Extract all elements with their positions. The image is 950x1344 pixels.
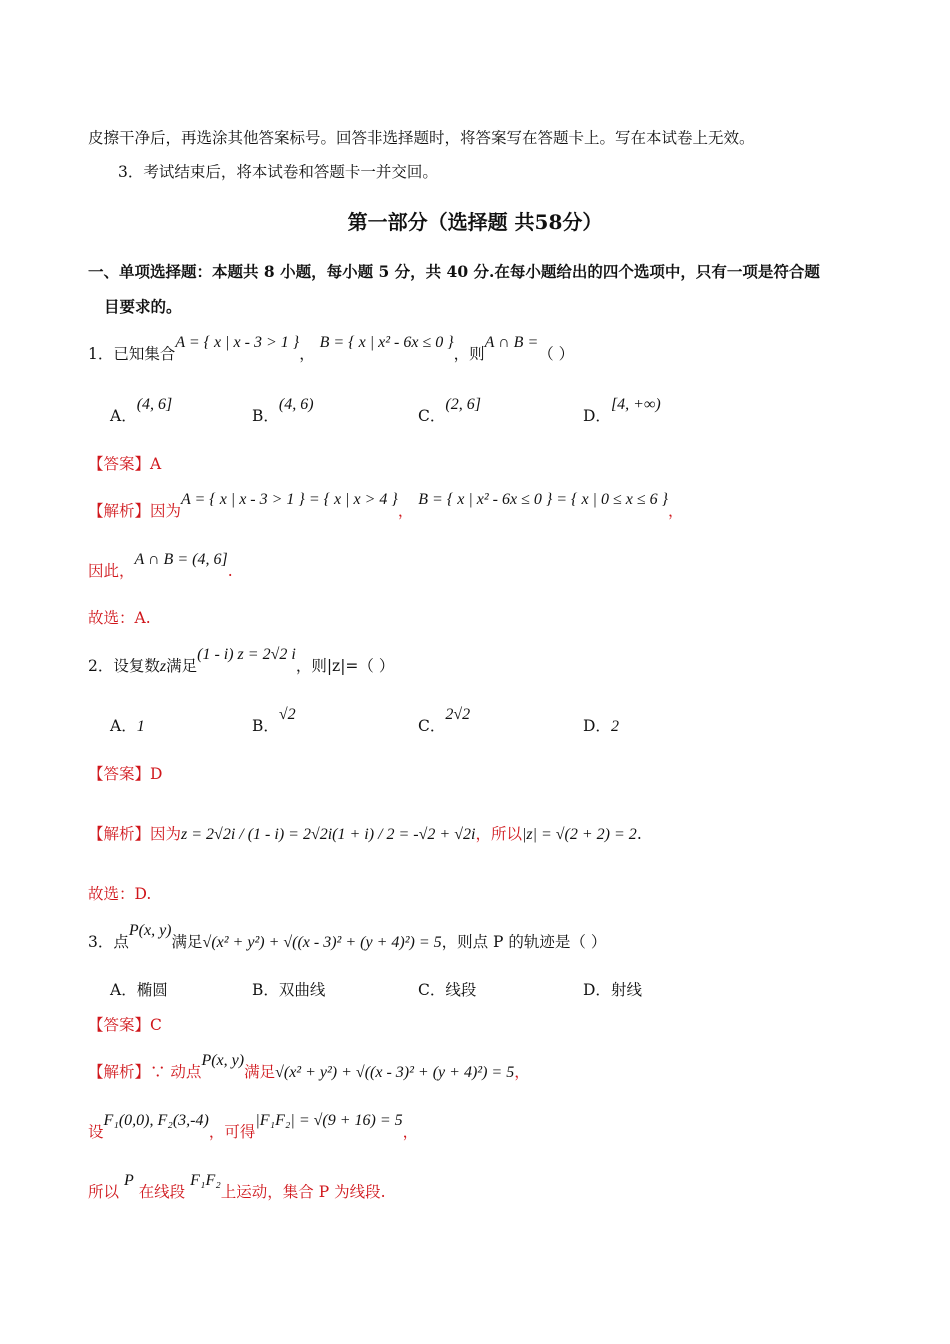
option-value: 2 [610,718,619,735]
q3-analysis-point: P(x, y) [201,1052,245,1069]
q3-suffix: ，则点 P 的轨迹是（ ） [441,933,607,951]
option-label: B． [252,407,279,425]
q1-expr: A ∩ B = [484,334,539,351]
q1-set-a: A = { x | x - 3 > 1 } [175,334,300,351]
q3-option-a [110,980,168,1000]
q3-set-line [88,1112,419,1143]
option-value: 1 [136,718,145,735]
q1-option-c [418,396,481,427]
q3-option-c [418,980,476,1000]
q2-condition: (1 - i) z = 2√2 i [197,646,296,663]
q3-stem [88,922,607,953]
section-title: 第一部分（选择题 共58分） [347,210,603,234]
option-value: √2 [278,706,296,723]
option-label: A． [110,407,137,425]
q3-so-end: 上运动，集合 P 为线段. [220,1183,386,1201]
q2-analysis-math-2: |z| = √(2 + 2) = 2 [521,826,637,843]
option-value: 线段 [445,981,477,999]
q1-analysis-sep: ， [397,502,414,520]
q3-analysis-condition: √(x² + y²) + √((x - 3)² + (y + 4)²) = 5 [275,1064,515,1081]
option-label: D． [583,717,611,735]
option-value: (2, 6] [445,396,481,413]
option-label: B． [252,717,279,735]
q3-point: P(x, y) [128,922,172,939]
q2-answer: 【答案】D [88,765,163,783]
option-value: 双曲线 [278,981,326,999]
q2-mid: 满足 [166,657,198,675]
q2-option-c [418,706,471,737]
option-label: A． [110,717,137,735]
q3-set-math-2: |F₁F₂| = √(9 + 16) = 5 [255,1112,403,1129]
q1-analysis-label: 【解析】因为 [88,502,182,520]
q2-analysis [88,824,642,845]
option-label: A． [110,981,137,999]
q2-analysis-label: 【解析】因为 [88,825,182,843]
q2-option-a [110,716,145,737]
q1-therefore-end: . [227,562,233,580]
q2-analysis-math: z = 2√2i / (1 - i) = 2√2i(1 + i) / 2 = -√2 + √2i [181,826,476,843]
option-value: 2√2 [445,706,471,723]
q1-sep: ， [299,345,315,363]
q1-suffix: ，则 [453,345,485,363]
q2-suffix: ，则|z|=（ ） [295,657,395,675]
q1-analysis-math-2: B = { x | x² - 6x ≤ 0 } = { x | 0 ≤ x ≤ 6 } [418,491,668,508]
part-one-instruction-1: 一、单项选择题：本题共 8 小题，每小题 5 分，共 40 分.在每小题给出的四个选项中，只有一项是符合题 [88,262,820,281]
q2-option-b [252,706,296,737]
q2-conclusion: 故选：D. [88,885,152,903]
q3-analysis-label: 【解析】∵ 动点 [88,1063,202,1081]
q1-therefore-label: 因此， [88,562,135,580]
option-label: D． [583,981,611,999]
option-label: C． [418,407,446,425]
intro-line-1: 皮擦干净后，再选涂其他答案标号。回答非选择题时，将答案写在答题卡上。写在本试卷上无效。 [88,129,755,147]
q3-set-label: 设 [88,1123,104,1141]
q3-set-end: ， [402,1123,419,1141]
option-label: C． [418,717,446,735]
q1-therefore-math: A ∩ B = (4, 6] [134,551,228,568]
q1-option-b [252,396,314,427]
q3-analysis-mid: 满足 [244,1063,276,1081]
q3-option-d [583,980,642,1000]
q2-analysis-end: . [636,825,642,843]
q2-prefix: 2．设复数 [88,657,160,675]
option-value: (4, 6] [136,396,173,413]
q3-prefix: 3．点 [88,933,129,951]
q1-set-b: B = { x | x² - 6x ≤ 0 } [319,334,454,351]
option-value: 射线 [610,981,642,999]
q3-so-p: P [123,1172,134,1189]
q3-answer: 【答案】C [88,1016,162,1034]
q1-option-d [583,396,661,427]
option-value: 椭圆 [136,981,168,999]
q1-answer: 【答案】A [88,455,162,473]
q3-option-b [252,980,325,1000]
option-label: C． [418,981,446,999]
q1-analysis [88,491,684,522]
option-label: D． [583,407,611,425]
q3-mid: 满足 [171,933,203,951]
q1-paren: （ ） [538,345,575,363]
q3-set-math: F₁(0,0), F₂(3,-4) [103,1112,209,1129]
q1-conclusion: 故选：A. [88,609,151,627]
q2-analysis-mid: ，所以 [475,825,522,843]
q2-option-d [583,716,619,737]
q1-prefix: 1．已知集合 [88,345,176,363]
q3-analysis-end: ， [514,1063,530,1081]
option-value: [4, +∞) [610,396,661,413]
q3-so-line [88,1172,386,1203]
q2-stem [88,646,395,677]
q1-option-a [110,396,173,427]
part-one-instruction-2: 目要求的。 [104,297,182,316]
option-value: (4, 6) [278,396,314,413]
q3-analysis [88,1052,530,1083]
q1-analysis-math-1: A = { x | x - 3 > 1 } = { x | x > 4 } [181,491,398,508]
q3-so-segment: F₁F₂ [190,1172,221,1189]
q3-so-mid: 在线段 [138,1183,186,1201]
q1-analysis-end: ， [668,502,684,520]
q3-set-mid: ，可得 [208,1123,256,1141]
q3-so-label: 所以 [88,1183,120,1201]
q3-condition: √(x² + y²) + √((x - 3)² + (y + 4)²) = 5 [202,934,442,951]
intro-line-2: 3．考试结束后，将本试卷和答题卡一并交回。 [118,163,438,181]
q1-stem [88,334,575,365]
q1-therefore [88,551,233,582]
option-label: B． [252,981,279,999]
q2-var: z [159,658,167,675]
